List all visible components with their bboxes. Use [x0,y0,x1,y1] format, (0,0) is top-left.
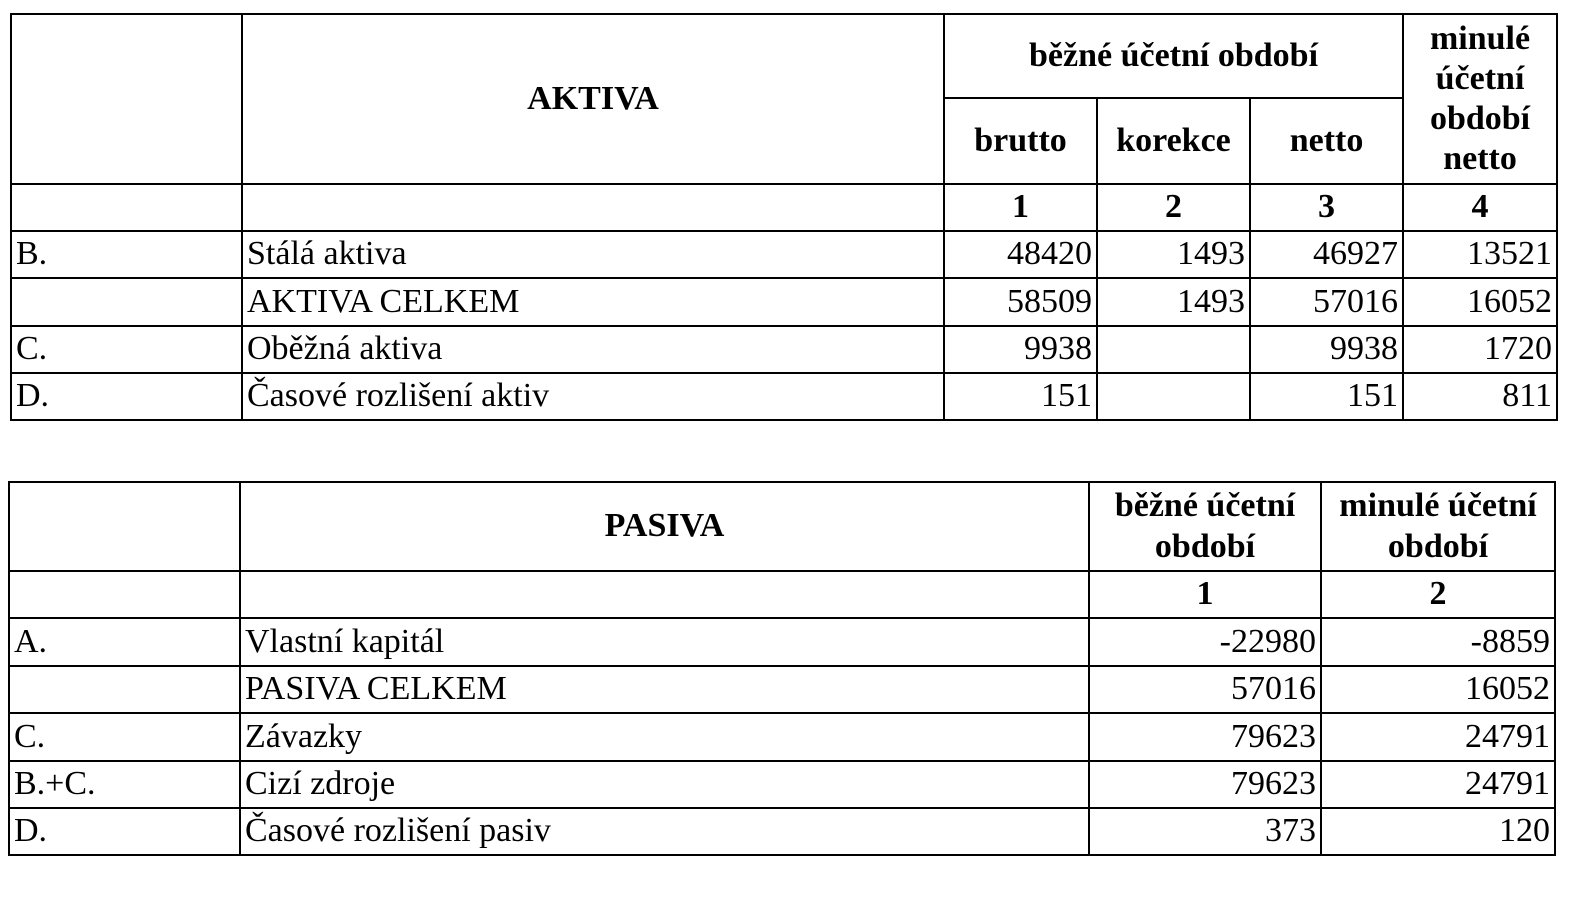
pasiva-column-number-row [9,571,1555,618]
pasiva-current-period-header: běžné účetní období [1089,482,1321,571]
korekce-value: 1493 [1097,231,1250,278]
current-value: 373 [1089,808,1321,855]
korekce-value: 1493 [1097,278,1250,326]
prev-value: 24791 [1321,761,1555,808]
brutto-value: 48420 [944,231,1097,278]
netto-value: 151 [1250,373,1403,420]
current-value: 79623 [1089,713,1321,761]
column-number: 2 [1321,571,1555,618]
aktiva-title: AKTIVA [242,14,944,184]
row-code: B.+C. [9,761,240,808]
row-label: Stálá aktiva [242,231,944,278]
current-value: 57016 [1089,666,1321,713]
row-code [9,666,240,713]
table-row [11,373,1557,420]
row-code: D. [11,373,242,420]
row-code: A. [9,618,240,666]
prev-value: 24791 [1321,713,1555,761]
prev-value: -8859 [1321,618,1555,666]
column-number: 2 [1097,184,1250,231]
row-code: D. [9,808,240,855]
prev-value: 16052 [1321,666,1555,713]
netto-value: 46927 [1250,231,1403,278]
table-row [9,761,1555,808]
table-row [9,666,1555,713]
table-row [9,808,1555,855]
netto-value: 9938 [1250,326,1403,373]
aktiva-prev-period-header: minulé účetní období netto [1403,14,1557,184]
row-code: C. [11,326,242,373]
prev-value: 1720 [1403,326,1557,373]
prev-value: 120 [1321,808,1555,855]
prev-value: 13521 [1403,231,1557,278]
pasiva-header-blank [9,482,240,571]
aktiva-table [10,13,1558,421]
prev-value: 811 [1403,373,1557,420]
aktiva-current-period-header: běžné účetní období [944,14,1403,98]
netto-value: 57016 [1250,278,1403,326]
col-korekce-header: korekce [1097,98,1250,184]
row-code: C. [9,713,240,761]
table-row [11,326,1557,373]
pasiva-header-row [9,482,1555,571]
column-number: 4 [1403,184,1557,231]
table-row [9,713,1555,761]
row-label: Časové rozlišení pasiv [240,808,1089,855]
col-brutto-header: brutto [944,98,1097,184]
table-row [11,278,1557,326]
current-value: 79623 [1089,761,1321,808]
aktiva-column-number-row [11,184,1557,231]
blank-cell [240,571,1089,618]
row-code [11,278,242,326]
korekce-value [1097,373,1250,420]
blank-cell [11,184,242,231]
aktiva-header-blank [11,14,242,184]
row-label: Vlastní kapitál [240,618,1089,666]
blank-cell [9,571,240,618]
prev-value: 16052 [1403,278,1557,326]
row-label: Oběžná aktiva [242,326,944,373]
brutto-value: 58509 [944,278,1097,326]
blank-cell [242,184,944,231]
column-number: 1 [944,184,1097,231]
row-label: Závazky [240,713,1089,761]
row-label: PASIVA CELKEM [240,666,1089,713]
pasiva-prev-period-header: minulé účetní období [1321,482,1555,571]
current-value: -22980 [1089,618,1321,666]
brutto-value: 151 [944,373,1097,420]
korekce-value [1097,326,1250,373]
row-label: Cizí zdroje [240,761,1089,808]
table-row [9,618,1555,666]
brutto-value: 9938 [944,326,1097,373]
pasiva-title: PASIVA [240,482,1089,571]
column-number: 3 [1250,184,1403,231]
col-netto-header: netto [1250,98,1403,184]
pasiva-table [8,481,1556,856]
row-label: AKTIVA CELKEM [242,278,944,326]
row-label: Časové rozlišení aktiv [242,373,944,420]
row-code: B. [11,231,242,278]
table-row [11,231,1557,278]
aktiva-header-row [11,14,1557,98]
column-number: 1 [1089,571,1321,618]
